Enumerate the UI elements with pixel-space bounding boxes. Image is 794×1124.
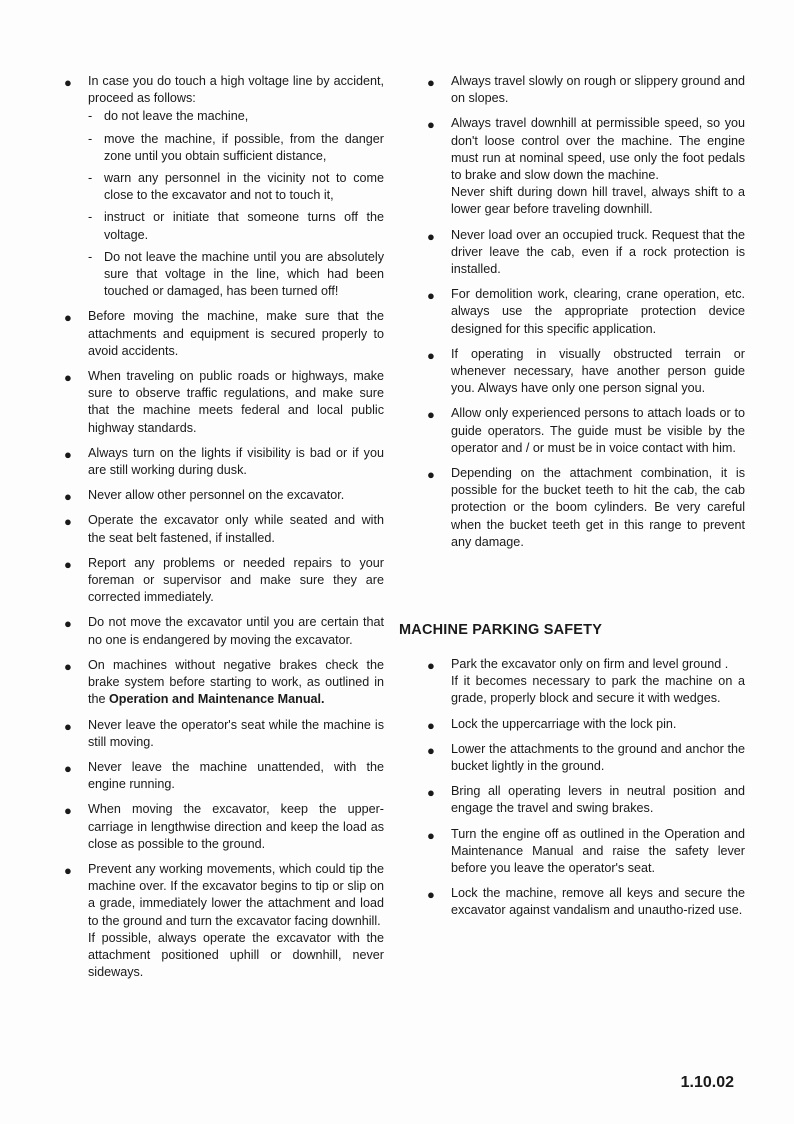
list-item (425, 405, 745, 457)
sub-item-text: move the machine, if possible, from the danger zone until you obtain sufficient distance, (104, 131, 384, 163)
item-text: Before moving the machine, make sure that the attachments and equipment is secured properly to avoid accidents. (88, 309, 384, 358)
sub-item (88, 131, 384, 165)
bullet-icon: ● (427, 75, 435, 90)
item-text: If operating in visually obstructed terrain or whenever necessary, have another person guide you. Always have only one person signal you. (451, 346, 745, 396)
list-item (425, 783, 745, 817)
list-item (425, 656, 745, 708)
bullet-icon: ● (64, 616, 72, 632)
bullet-icon: ● (64, 310, 72, 326)
item-text: Report any problems or needed repairs to your foreman or supervisor and make sure they are corrected immediately. (88, 555, 384, 605)
sub-item (88, 249, 384, 301)
list-item (62, 368, 384, 437)
item-extra-text: If it becomes necessary to park the machine on a grade, properly block and secure it with wedges. (451, 674, 745, 706)
dash-icon: - (88, 109, 93, 124)
item-text: Turn the engine off as outlined in the Operation and Maintenance Manual and raise the safety lever before you leave the operator's seat. (451, 826, 745, 876)
list-item (62, 73, 384, 300)
item-text: Allow only experienced persons to attach loads or to guide operators. The guide must be visible by the operator and / or must be in voice contact with him. (451, 406, 745, 455)
item-text: In case you do touch a high voltage line by accident, proceed as follows: (88, 74, 384, 106)
sub-item-text: do not leave the machine, (104, 109, 249, 124)
bullet-icon: ● (427, 658, 435, 673)
list-item (425, 741, 745, 775)
item-text: Lower the attachments to the ground and anchor the bucket lightly in the ground. (451, 741, 745, 774)
bullet-icon: ● (64, 760, 72, 776)
bullet-icon: ● (64, 862, 72, 878)
bullet-icon: ● (64, 75, 72, 90)
left-bullet-list (62, 73, 384, 981)
sub-list (88, 108, 384, 300)
bullet-icon: ● (427, 742, 435, 758)
item-text: Lock the uppercarriage with the lock pin. (451, 716, 677, 731)
bullet-icon: ● (427, 717, 435, 733)
item-text: When moving the excavator, keep the upper-carriage in lengthwise direction and keep the load as close as possible to the ground. (88, 802, 384, 851)
bullet-icon: ● (64, 803, 72, 819)
bullet-icon: ● (427, 117, 435, 133)
item-text: On machines without negative brakes check the brake system before starting to work, as outlined in the (88, 657, 384, 707)
bullet-icon: ● (64, 556, 72, 572)
sub-item-text: Do not leave the machine until you are absolutely sure that voltage in the line, which had been touched or damaged, has been turned off! (104, 249, 384, 299)
bullet-icon: ● (427, 347, 435, 363)
bullet-icon: ● (427, 228, 435, 244)
item-text: Never load over an occupied truck. Request that the driver leave the cab, even if a rock protection is installed. (451, 227, 745, 277)
item-text: Park the excavator only on firm and level ground . (451, 657, 729, 671)
bullet-icon: ● (64, 370, 72, 386)
list-item (425, 885, 745, 919)
item-text: Always travel downhill at permissible speed, so you don't loose control over the machine. The engine must run at nominal speed, use only the foot pedals to brake and slow down the machine. (451, 116, 745, 183)
list-item (62, 614, 384, 648)
bullet-icon: ● (64, 658, 72, 674)
sub-item-text: instruct or initiate that someone turns off the voltage. (104, 210, 384, 242)
dash-icon: - (88, 210, 93, 225)
list-item (62, 717, 384, 751)
item-extra-text: Never shift during down hill travel, always shift to a lower gear before traveling downhill. (451, 185, 745, 217)
list-item (425, 227, 745, 279)
list-item (62, 512, 384, 546)
bullet-icon: ● (64, 718, 72, 734)
list-item (425, 716, 745, 733)
list-item (62, 657, 384, 709)
bullet-icon: ● (427, 467, 435, 483)
sub-item (88, 209, 384, 243)
list-item (62, 308, 384, 360)
page-number: 1.10.02 (680, 1074, 734, 1091)
list-item (425, 826, 745, 878)
parking-column (425, 656, 745, 928)
item-text: Bring all operating levers in neutral position and engage the travel and swing brakes. (451, 784, 745, 816)
item-text: Never leave the operator's seat while the machine is still moving. (88, 717, 384, 749)
list-item (62, 487, 384, 504)
item-text: Depending on the attachment combination, it is possible for the bucket teeth to hit the cab, the cab protection or the boom cylinders. Be very careful when the bucket teeth get in this range to prevent any damage. (451, 466, 745, 549)
item-text: Do not move the excavator until you are certain that no one is endangered by moving the excavator. (88, 615, 384, 647)
list-item (425, 346, 745, 398)
item-text: When traveling on public roads or highways, make sure to observe traffic regulations, and make sure that the machine meets federal and local public highway standards. (88, 369, 384, 435)
list-item (62, 445, 384, 479)
list-item (425, 286, 745, 338)
item-text: Always turn on the lights if visibility is bad or if you are still working during dusk. (88, 445, 384, 478)
sub-item (88, 170, 384, 204)
dash-icon: - (88, 131, 93, 146)
bullet-icon: ● (427, 785, 435, 801)
bullet-icon: ● (427, 407, 435, 423)
right-column (425, 73, 745, 559)
list-item (425, 465, 745, 551)
list-item (62, 759, 384, 793)
list-item (62, 801, 384, 853)
bullet-icon: ● (427, 887, 435, 903)
sub-item-text: warn any personnel in the vicinity not to come close to the excavator and not to touch it, (104, 171, 384, 203)
right-bullet-list (425, 73, 745, 551)
sub-item (88, 108, 384, 125)
item-text: Never leave the machine unattended, with the engine running. (88, 759, 384, 792)
list-item (425, 73, 745, 107)
parking-bullet-list (425, 656, 745, 920)
item-text: Never allow other personnel on the excavator. (88, 488, 345, 503)
item-text: Lock the machine, remove all keys and secure the excavator against vandalism and unautho-rized use. (451, 886, 745, 918)
list-item (62, 555, 384, 607)
bullet-icon: ● (64, 446, 72, 462)
list-item (62, 861, 384, 981)
bullet-icon: ● (64, 489, 72, 505)
left-column (62, 73, 384, 989)
item-text: Always travel slowly on rough or slippery ground and on slopes. (451, 74, 746, 106)
bullet-icon: ● (427, 827, 435, 843)
dash-icon: - (88, 171, 93, 186)
item-extra-text: If possible, always operate the excavator with the attachment positioned uphill or downhill, never sideways. (88, 930, 384, 980)
item-text: For demolition work, clearing, crane operation, etc. always use the appropriate protection device designed for this specific application. (451, 287, 745, 336)
bullet-icon: ● (427, 288, 435, 304)
section-title: MACHINE PARKING SAFETY (399, 622, 603, 638)
list-item (425, 115, 745, 218)
manual-reference: Operation and Maintenance Manual. (109, 692, 325, 707)
bullet-icon: ● (64, 514, 72, 530)
item-text: Operate the excavator only while seated and with the seat belt fastened, if installed. (88, 513, 384, 545)
item-text: Prevent any working movements, which could tip the machine over. If the excavator begins to tip or slip on a grade, immediately lower the attachment and load to the ground and turn the excavator facing downhill. (88, 861, 384, 928)
dash-icon: - (88, 249, 93, 264)
